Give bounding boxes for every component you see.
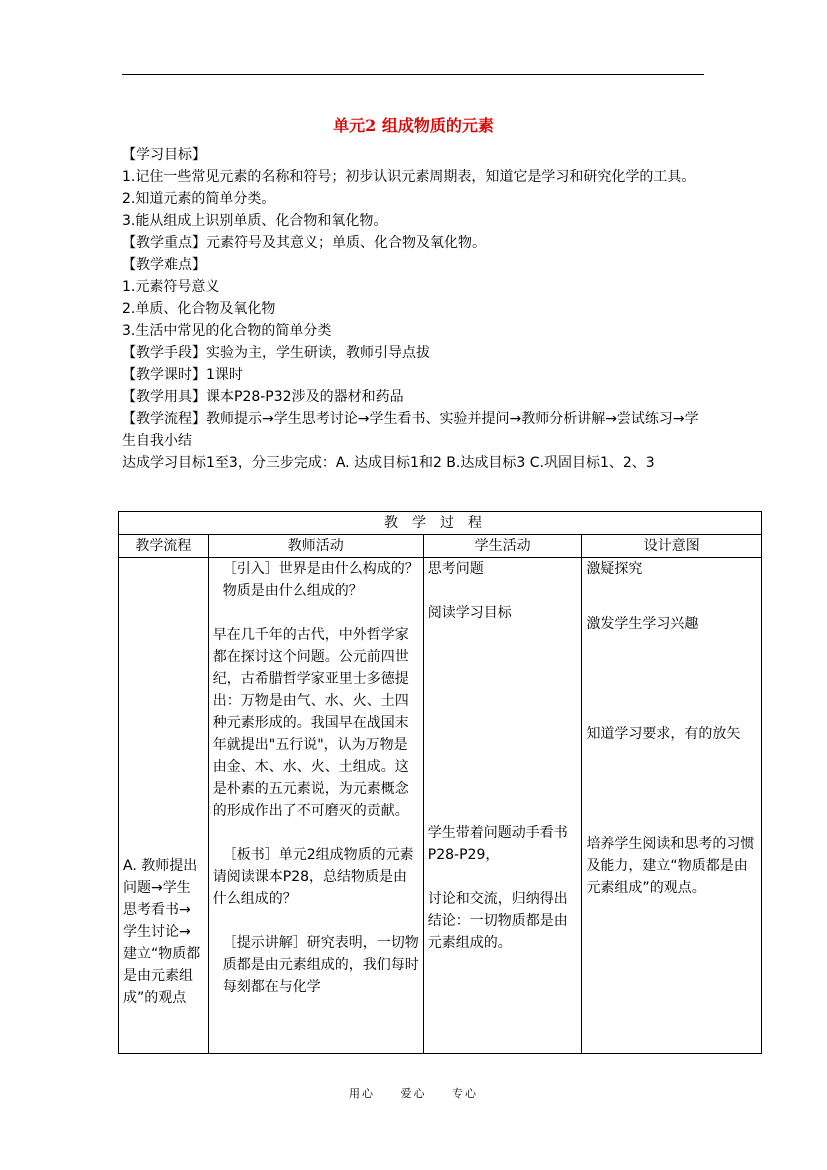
teacher-cell xyxy=(208,558,423,1054)
difficulty-1: 1.元素符号意义 xyxy=(122,279,220,295)
document-title: 单元2 组成物质的元素 xyxy=(333,116,494,135)
teacher-board: ［板书］单元2组成物质的元素 xyxy=(222,847,414,863)
section-heading-difficulties: 【教学难点】 xyxy=(122,257,206,273)
student-read-book: 学生带着问题动手看书P28-P29， xyxy=(427,825,568,863)
teacher-intro: ［引入］世界是由什么构成的？物质是由什么组成的？ xyxy=(222,561,419,599)
student-discuss: 讨论和交流，归纳得出结论：一切物质都是由元素组成的。 xyxy=(427,891,568,951)
difficulty-3: 3.生活中常见的化合物的简单分类 xyxy=(122,323,332,339)
table-caption: 教学过程 xyxy=(119,512,762,535)
objective-1: 1.记住一些常见元素的名称和符号；初步认识元素周期表，知道它是学习和研究化学的工具。 xyxy=(122,169,696,185)
design-inquiry: 激疑探究 xyxy=(586,561,643,577)
header-rule xyxy=(122,74,704,75)
teacher-history: 早在几千年的古代，中外哲学家都在探讨这个问题。公元前四世纪，古希腊哲学家亚里士多德提出：万物是由气、水、火、土四种元素形成的。我国早在战国末年就提出"五行说"，认为万物是由金、木、水、火、土组成。这是朴素的五元素说，为元素概念的形成作出了不可磨灭的贡献。 xyxy=(212,627,409,819)
objective-2: 2.知道元素的简单分类。 xyxy=(122,191,276,207)
footer-word-1: 用心 xyxy=(349,1087,375,1100)
flow-text: A. 教师提出问题→学生思考看书→学生讨论→建立“物质都是由元素组成”的观点 xyxy=(123,858,201,1006)
key-points: 【教学重点】元素符号及其意义；单质、化合物及氧化物。 xyxy=(122,235,486,251)
class-hours: 【教学课时】1课时 xyxy=(122,367,243,383)
lesson-intro xyxy=(122,144,712,474)
design-interest: 激发学生学习兴趣 xyxy=(586,616,699,632)
design-cell xyxy=(582,558,762,1054)
flow-cell xyxy=(119,558,209,1054)
goal-steps: 达成学习目标1至3，分三步完成：A. 达成目标1和2 B.达成目标3 C.巩固目标1、2、3 xyxy=(122,455,655,471)
page-footer xyxy=(0,1085,827,1101)
student-think: 思考问题 xyxy=(427,561,484,577)
objective-3: 3.能从组成上识别单质、化合物和氧化物。 xyxy=(122,213,388,229)
column-header-design: 设计意图 xyxy=(582,535,762,558)
footer-word-3: 专心 xyxy=(452,1087,478,1100)
teaching-materials: 【教学用具】课本P28-P32涉及的器材和药品 xyxy=(122,389,404,405)
student-cell xyxy=(423,558,582,1054)
teacher-reading: 请阅读课本P28，总结物质是由什么组成的？ xyxy=(212,869,408,907)
difficulty-2: 2.单质、化合物及氧化物 xyxy=(122,301,276,317)
column-header-flow: 教学流程 xyxy=(119,535,209,558)
teacher-explain: ［提示讲解］研究表明，一切物质都是由元素组成的，我们每时每刻都在与化学 xyxy=(222,935,419,995)
design-habits: 培养学生阅读和思考的习惯及能力，建立“物质都是由元素组成”的观点。 xyxy=(586,836,755,896)
design-requirements: 知道学习要求，有的放矢 xyxy=(586,726,741,742)
column-header-teacher: 教师活动 xyxy=(208,535,423,558)
teaching-flow: 【教学流程】教师提示→学生思考讨论→学生看书、实验并提问→教师分析讲解→尝试练习→学生自我小结 xyxy=(122,411,699,449)
column-header-student: 学生活动 xyxy=(423,535,582,558)
teaching-process-table xyxy=(118,511,762,1054)
teaching-means: 【教学手段】实验为主，学生研读，教师引导点拔 xyxy=(122,345,430,361)
student-read-goals: 阅读学习目标 xyxy=(427,605,512,621)
section-heading-objectives: 【学习目标】 xyxy=(122,147,206,163)
footer-word-2: 爱心 xyxy=(400,1087,427,1100)
